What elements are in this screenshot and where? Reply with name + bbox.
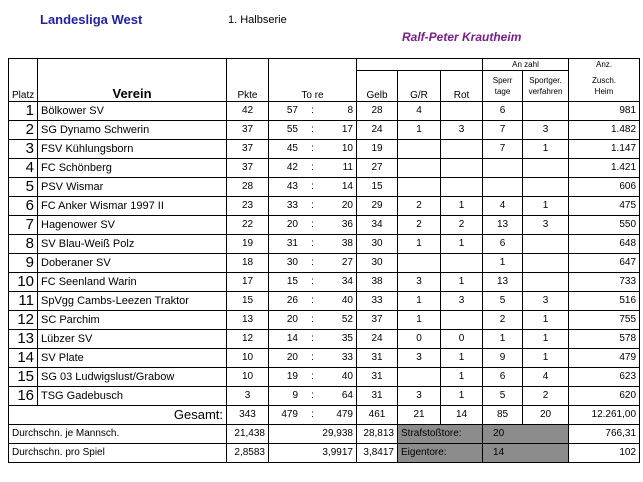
avg-game-spectators: 102	[569, 443, 640, 462]
yellow-cards: 34	[357, 215, 398, 234]
yellow-red-cards: 3	[398, 348, 441, 367]
totals-row	[9, 405, 640, 424]
home-spectators: 479	[569, 348, 640, 367]
red-cards	[441, 158, 483, 177]
red-cards: 1	[441, 367, 483, 386]
red-cards: 1	[441, 234, 483, 253]
totals-yellow: 461	[357, 405, 398, 424]
home-spectators: 733	[569, 272, 640, 291]
points: 42	[227, 101, 269, 120]
goals	[269, 348, 357, 367]
table-row	[9, 386, 640, 405]
points: 22	[227, 215, 269, 234]
yellow-cards: 30	[357, 253, 398, 272]
goals-sep: :	[311, 333, 314, 344]
red-cards	[441, 310, 483, 329]
col-platz-top	[9, 59, 38, 71]
goals-for: 19	[286, 371, 298, 382]
points: 18	[227, 253, 269, 272]
avg-game-yellow: 3,8417	[357, 443, 398, 462]
goals-against: 8	[347, 105, 353, 116]
avg-team-points: 21,438	[227, 424, 269, 443]
yellow-cards: 30	[357, 234, 398, 253]
yellow-red-cards	[398, 177, 441, 196]
goals-for: 9	[292, 390, 298, 401]
sports-court-cases: 1	[523, 139, 569, 158]
red-cards: 0	[441, 329, 483, 348]
home-spectators: 647	[569, 253, 640, 272]
goals-sep: :	[311, 314, 314, 325]
goals	[269, 367, 357, 386]
sports-court-cases: 2	[523, 386, 569, 405]
rank: 11	[9, 291, 38, 310]
totals-yellow-red: 21	[398, 405, 441, 424]
avg-team-label: Durchschn. je Mannsch.	[9, 424, 227, 443]
yellow-cards: 29	[357, 196, 398, 215]
goals-sep: :	[311, 371, 314, 382]
yellow-red-cards: 1	[398, 291, 441, 310]
avg-team-spectators: 766,31	[569, 424, 640, 443]
rank: 16	[9, 386, 38, 405]
goals	[269, 234, 357, 253]
club-name: Bölkower SV	[38, 101, 227, 120]
table-row	[9, 310, 640, 329]
avg-game-points: 2,8583	[227, 443, 269, 462]
rank: 4	[9, 158, 38, 177]
col-pkte-top	[227, 59, 269, 71]
goals-against: 17	[341, 124, 353, 135]
rank: 12	[9, 310, 38, 329]
yellow-cards: 24	[357, 120, 398, 139]
goals-for: 30	[286, 257, 298, 268]
suspension-days: 5	[483, 291, 523, 310]
rank: 3	[9, 139, 38, 158]
yellow-red-cards	[398, 367, 441, 386]
home-spectators: 981	[569, 101, 640, 120]
yellow-cards: 33	[357, 291, 398, 310]
suspension-days: 4	[483, 196, 523, 215]
avg-team-goals: 29,938	[269, 424, 357, 443]
goals-against: 20	[341, 200, 353, 211]
club-name: Lübzer SV	[38, 329, 227, 348]
goals-against: 36	[341, 219, 353, 230]
goals	[269, 101, 357, 120]
sports-court-cases	[523, 234, 569, 253]
club-name: SG 03 Ludwigslust/Grabow	[38, 367, 227, 386]
table-row	[9, 234, 640, 253]
table-row	[9, 367, 640, 386]
goals-for: 45	[286, 143, 298, 154]
yellow-cards: 27	[357, 158, 398, 177]
sports-court-cases	[523, 101, 569, 120]
totals-goals-for: 479	[281, 409, 298, 420]
header-anz-zusch-top: Anz.	[569, 59, 640, 71]
goals	[269, 120, 357, 139]
goals	[269, 196, 357, 215]
red-cards: 1	[441, 386, 483, 405]
goals	[269, 386, 357, 405]
own-goals-label: Eigentore:	[398, 443, 483, 462]
yellow-red-cards: 2	[398, 196, 441, 215]
totals-red: 14	[441, 405, 483, 424]
goals-sep: :	[311, 390, 314, 401]
goals	[269, 215, 357, 234]
red-cards	[441, 253, 483, 272]
rank: 15	[9, 367, 38, 386]
penalty-goals-label: Strafstoßtore:	[398, 424, 483, 443]
goals-for: 14	[286, 333, 298, 344]
yellow-cards: 19	[357, 139, 398, 158]
totals-goals	[269, 405, 357, 424]
points: 10	[227, 348, 269, 367]
sports-court-cases: 1	[523, 348, 569, 367]
red-cards: 1	[441, 348, 483, 367]
goals-against: 40	[341, 295, 353, 306]
rank: 6	[9, 196, 38, 215]
header-platz: Platz	[9, 71, 38, 102]
goals-for: 20	[286, 219, 298, 230]
sports-court-cases	[523, 253, 569, 272]
goals-for: 42	[286, 162, 298, 173]
suspension-days: 1	[483, 329, 523, 348]
club-name: FSV Kühlungsborn	[38, 139, 227, 158]
goals-against: 64	[341, 390, 353, 401]
yellow-red-cards: 3	[398, 272, 441, 291]
suspension-days: 13	[483, 272, 523, 291]
points: 10	[227, 367, 269, 386]
sports-court-cases	[523, 158, 569, 177]
table-row	[9, 215, 640, 234]
red-cards: 3	[441, 120, 483, 139]
totals-label: Gesamt:	[9, 405, 227, 424]
goals-sep: :	[311, 181, 314, 192]
header-sportger: Sportger. verfahren	[523, 71, 569, 102]
home-spectators: 623	[569, 367, 640, 386]
goals-against: 34	[341, 276, 353, 287]
suspension-days	[483, 158, 523, 177]
col-tore-top	[269, 59, 357, 71]
points: 37	[227, 139, 269, 158]
home-spectators: 606	[569, 177, 640, 196]
goals-sep: :	[311, 124, 314, 135]
points: 3	[227, 386, 269, 405]
sports-court-cases: 1	[523, 310, 569, 329]
red-cards	[441, 101, 483, 120]
yellow-red-cards: 1	[398, 120, 441, 139]
rank: 13	[9, 329, 38, 348]
rank: 1	[9, 101, 38, 120]
home-spectators: 1.482	[569, 120, 640, 139]
table-row	[9, 253, 640, 272]
header-gr: G/R	[398, 71, 441, 102]
goals-for: 26	[286, 295, 298, 306]
goals-sep: :	[311, 295, 314, 306]
yellow-red-cards: 4	[398, 101, 441, 120]
goals-for: 55	[286, 124, 298, 135]
yellow-red-cards	[398, 158, 441, 177]
sports-court-cases	[523, 177, 569, 196]
points: 37	[227, 120, 269, 139]
header-tore: To re	[269, 71, 357, 102]
home-spectators: 578	[569, 329, 640, 348]
avg-game-row	[9, 443, 640, 462]
goals-against: 11	[342, 162, 353, 173]
league-title: Landesliga West	[40, 12, 143, 27]
home-spectators: 1.147	[569, 139, 640, 158]
yellow-red-cards: 3	[398, 386, 441, 405]
goals-sep: :	[311, 143, 314, 154]
rank: 14	[9, 348, 38, 367]
yellow-red-cards: 1	[398, 310, 441, 329]
goals-against: 14	[341, 181, 353, 192]
suspension-days: 7	[483, 120, 523, 139]
header-sperrtage: Sperr tage	[483, 71, 523, 102]
red-cards: 3	[441, 291, 483, 310]
home-spectators: 516	[569, 291, 640, 310]
red-cards	[441, 139, 483, 158]
goals-for: 31	[286, 238, 298, 249]
home-spectators: 550	[569, 215, 640, 234]
suspension-days: 13	[483, 215, 523, 234]
yellow-red-cards	[398, 253, 441, 272]
red-cards: 1	[441, 272, 483, 291]
avg-team-yellow: 28,813	[357, 424, 398, 443]
goals-sep: :	[311, 352, 314, 363]
table-row	[9, 272, 640, 291]
header-rot: Rot	[441, 71, 483, 102]
suspension-days: 2	[483, 310, 523, 329]
sports-court-cases: 3	[523, 291, 569, 310]
points: 12	[227, 329, 269, 348]
own-goals-value: 14	[483, 443, 569, 462]
goals-against: 27	[341, 257, 353, 268]
table-row	[9, 329, 640, 348]
sports-court-cases: 3	[523, 120, 569, 139]
red-cards: 2	[441, 215, 483, 234]
header-anzahl: An zahl	[483, 59, 569, 71]
goals	[269, 253, 357, 272]
sports-court-cases: 1	[523, 329, 569, 348]
table-row	[9, 196, 640, 215]
rank: 2	[9, 120, 38, 139]
club-name: FC Anker Wismar 1997 II	[38, 196, 227, 215]
avg-team-row	[9, 424, 640, 443]
home-spectators: 648	[569, 234, 640, 253]
suspension-days: 9	[483, 348, 523, 367]
sports-court-cases: 1	[523, 196, 569, 215]
club-name: FC Schönberg	[38, 158, 227, 177]
goals-against: 33	[341, 352, 353, 363]
table-row	[9, 158, 640, 177]
club-name: TSG Gadebusch	[38, 386, 227, 405]
goals	[269, 291, 357, 310]
yellow-red-cards: 2	[398, 215, 441, 234]
goals-sep: :	[311, 257, 314, 268]
goals-sep: :	[311, 238, 314, 249]
club-name: PSV Wismar	[38, 177, 227, 196]
club-name: SC Parchim	[38, 310, 227, 329]
goals	[269, 310, 357, 329]
points: 23	[227, 196, 269, 215]
table-row	[9, 291, 640, 310]
suspension-days: 5	[483, 386, 523, 405]
suspension-days: 1	[483, 253, 523, 272]
yellow-cards: 38	[357, 272, 398, 291]
yellow-cards: 31	[357, 386, 398, 405]
suspension-days: 6	[483, 234, 523, 253]
yellow-cards: 24	[357, 329, 398, 348]
header-anz-zusch: Zusch. Heim	[569, 71, 640, 102]
col-verein-top	[38, 59, 227, 71]
suspension-days	[483, 177, 523, 196]
totals-spectators: 12.261,00	[569, 405, 640, 424]
goals	[269, 329, 357, 348]
goals-sep: :	[311, 105, 314, 116]
header-verein: Verein	[38, 71, 227, 102]
yellow-cards: 28	[357, 101, 398, 120]
points: 13	[227, 310, 269, 329]
header-gelb: Gelb	[357, 71, 398, 102]
rank: 8	[9, 234, 38, 253]
club-name: SV Plate	[38, 348, 227, 367]
yellow-cards: 31	[357, 348, 398, 367]
season-label: 1. Halbserie	[228, 14, 287, 26]
author-name: Ralf-Peter Krautheim	[402, 30, 522, 44]
suspension-days: 6	[483, 367, 523, 386]
totals-points: 343	[227, 405, 269, 424]
goals	[269, 177, 357, 196]
header-pkte: Pkte	[227, 71, 269, 102]
table-row	[9, 120, 640, 139]
goals-against: 40	[341, 371, 353, 382]
totals-court: 20	[523, 405, 569, 424]
home-spectators: 755	[569, 310, 640, 329]
goals-against: 10	[341, 143, 353, 154]
home-spectators: 620	[569, 386, 640, 405]
points: 17	[227, 272, 269, 291]
rank: 5	[9, 177, 38, 196]
avg-game-goals: 3,9917	[269, 443, 357, 462]
rank: 9	[9, 253, 38, 272]
goals-sep: :	[311, 200, 314, 211]
penalty-goals-value: 20	[483, 424, 569, 443]
goals-against: 35	[341, 333, 353, 344]
goals	[269, 272, 357, 291]
goals-for: 20	[286, 314, 298, 325]
goals-for: 20	[286, 352, 298, 363]
goals-sep: :	[311, 219, 314, 230]
sports-court-cases	[523, 272, 569, 291]
totals-suspension: 85	[483, 405, 523, 424]
points: 19	[227, 234, 269, 253]
suspension-days: 7	[483, 139, 523, 158]
yellow-red-cards	[398, 139, 441, 158]
club-name: FC Seenland Warin	[38, 272, 227, 291]
goals-against: 52	[341, 314, 353, 325]
goals-sep: :	[311, 276, 314, 287]
yellow-red-cards: 0	[398, 329, 441, 348]
col-cards-top	[357, 59, 483, 71]
rank: 7	[9, 215, 38, 234]
totals-goals-against: 479	[336, 409, 353, 420]
sports-court-cases: 4	[523, 367, 569, 386]
yellow-cards: 15	[357, 177, 398, 196]
home-spectators: 1.421	[569, 158, 640, 177]
avg-game-label: Durchschn. pro Spiel	[9, 443, 227, 462]
goals	[269, 139, 357, 158]
points: 15	[227, 291, 269, 310]
club-name: SG Dynamo Schwerin	[38, 120, 227, 139]
red-cards: 1	[441, 196, 483, 215]
goals-sep: :	[311, 162, 314, 173]
totals-goals-sep: :	[311, 409, 314, 420]
table-row	[9, 348, 640, 367]
table-row	[9, 177, 640, 196]
suspension-days: 6	[483, 101, 523, 120]
goals-against: 38	[341, 238, 353, 249]
club-name: Hagenower SV	[38, 215, 227, 234]
table-row	[9, 139, 640, 158]
club-name: SV Blau-Weiß Polz	[38, 234, 227, 253]
goals-for: 33	[286, 200, 298, 211]
yellow-red-cards: 1	[398, 234, 441, 253]
red-cards	[441, 177, 483, 196]
goals-for: 57	[286, 105, 298, 116]
home-spectators: 475	[569, 196, 640, 215]
club-name: SpVgg Cambs-Leezen Traktor	[38, 291, 227, 310]
sports-court-cases: 3	[523, 215, 569, 234]
yellow-cards: 31	[357, 367, 398, 386]
goals-for: 15	[286, 276, 298, 287]
yellow-cards: 37	[357, 310, 398, 329]
rank: 10	[9, 272, 38, 291]
club-name: Doberaner SV	[38, 253, 227, 272]
goals	[269, 158, 357, 177]
goals-for: 43	[286, 181, 298, 192]
points: 28	[227, 177, 269, 196]
table-row	[9, 101, 640, 120]
points: 37	[227, 158, 269, 177]
standings-table	[8, 58, 640, 463]
